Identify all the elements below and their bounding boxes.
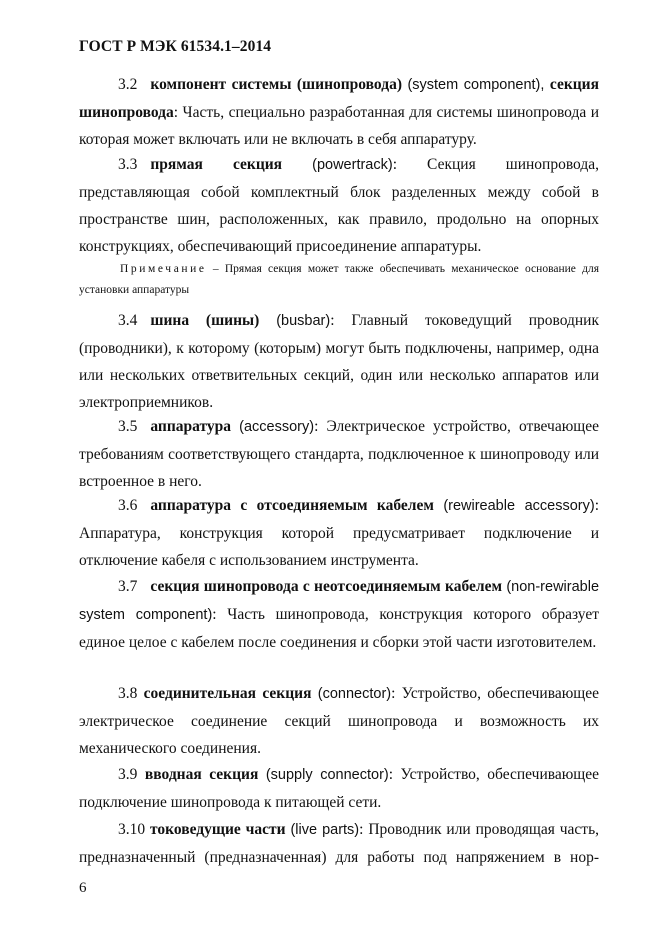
section-3-4	[79, 307, 599, 416]
section-3-6	[79, 492, 599, 574]
definition: : Проводник или проводящая часть, предназначенный (предназначенная) для работы под напряжением в нор-	[79, 821, 600, 866]
term: шина (шины)	[150, 312, 260, 329]
section-3-3	[79, 151, 599, 260]
section-number: 3.3	[118, 156, 138, 173]
section-3-9	[79, 761, 599, 816]
section-3-8	[79, 680, 599, 762]
term: прямая секция	[150, 156, 283, 173]
section-3-10	[79, 816, 599, 871]
section-number: 3.9	[118, 766, 138, 783]
note	[79, 259, 599, 301]
section-number: 3.4	[118, 312, 138, 329]
term: аппаратура с отсоединяемым кабелем	[150, 497, 434, 514]
section-number: 3.5	[118, 418, 138, 435]
english-term: (powertrack)	[312, 157, 393, 173]
definition: : Главный токоведущий проводник (проводники), к которому (которым) могут быть подключены, например, одна или нескольких ответвительных секций, один или несколько аппаратов или электроприемников.	[79, 312, 600, 411]
english-term: (accessory)	[239, 419, 315, 435]
term: секция шинопровода с неотсоединяемым кабелем	[150, 578, 503, 595]
document-header: ГОСТ Р МЭК 61534.1–2014	[79, 38, 272, 55]
english-term: (non-rewirable system component)	[79, 579, 600, 623]
section-3-2	[79, 71, 599, 153]
section-number: 3.10	[118, 821, 146, 838]
definition: : Устройство, обеспечивающее подключение шинопровода к питающей сети.	[79, 766, 600, 811]
english-term: (busbar)	[276, 313, 331, 329]
definition: : Часть, специально разработанная для системы шинопровода и которая может включать или не включать в себя аппаратуру.	[79, 104, 599, 148]
section-number: 3.2	[118, 76, 138, 93]
note-label: Примечание	[120, 263, 207, 275]
term-alt: секция шинопровода	[79, 76, 600, 121]
section-3-7	[79, 573, 599, 656]
english-term: (connector)	[317, 686, 392, 702]
term: вводная секция	[144, 766, 259, 783]
english-term: (rewireable accessory)	[443, 498, 595, 514]
english-term: (live parts)	[290, 822, 360, 838]
definition: : Секция шинопровода, представляющая собой комплектный блок разделенных между собой в пространстве шин, расположенных, как правило, продольно на опорных конструкциях, обеспечивающий присоединение аппаратуры.	[79, 156, 599, 255]
section-3-5	[79, 413, 599, 495]
section-number: 3.7	[118, 578, 138, 595]
term: токоведущие части	[150, 821, 286, 838]
english-term: (supply connector)	[265, 767, 389, 783]
section-number: 3.6	[118, 497, 138, 514]
definition: : Часть шинопровода, конструкция которого образует единое целое с кабелем после соединения и сборки этой части изготовителем.	[79, 606, 599, 651]
definition: : Аппаратура, конструкция которой предусматривает подключение и отключение кабеля с использованием инструмента.	[79, 497, 599, 569]
definition: : Электрическое устройство, отвечающее требованиям соответствующего стандарта, подключенное к шинопроводу или встроенное в него.	[79, 418, 599, 490]
english-term: (system component),	[407, 77, 545, 93]
term: соединительная секция	[143, 685, 312, 702]
page-number: 6	[79, 880, 87, 896]
definition: : Устройство, обеспечивающее электрическое соединение секций шинопровода и возможность их механического соединения.	[79, 685, 599, 757]
section-number: 3.8	[118, 685, 138, 702]
term: аппаратура	[150, 418, 232, 435]
note-text: – Прямая секция может также обеспечивать механическое основание для установки аппаратуры	[79, 263, 599, 296]
term: компонент системы (шинопровода)	[150, 76, 402, 93]
